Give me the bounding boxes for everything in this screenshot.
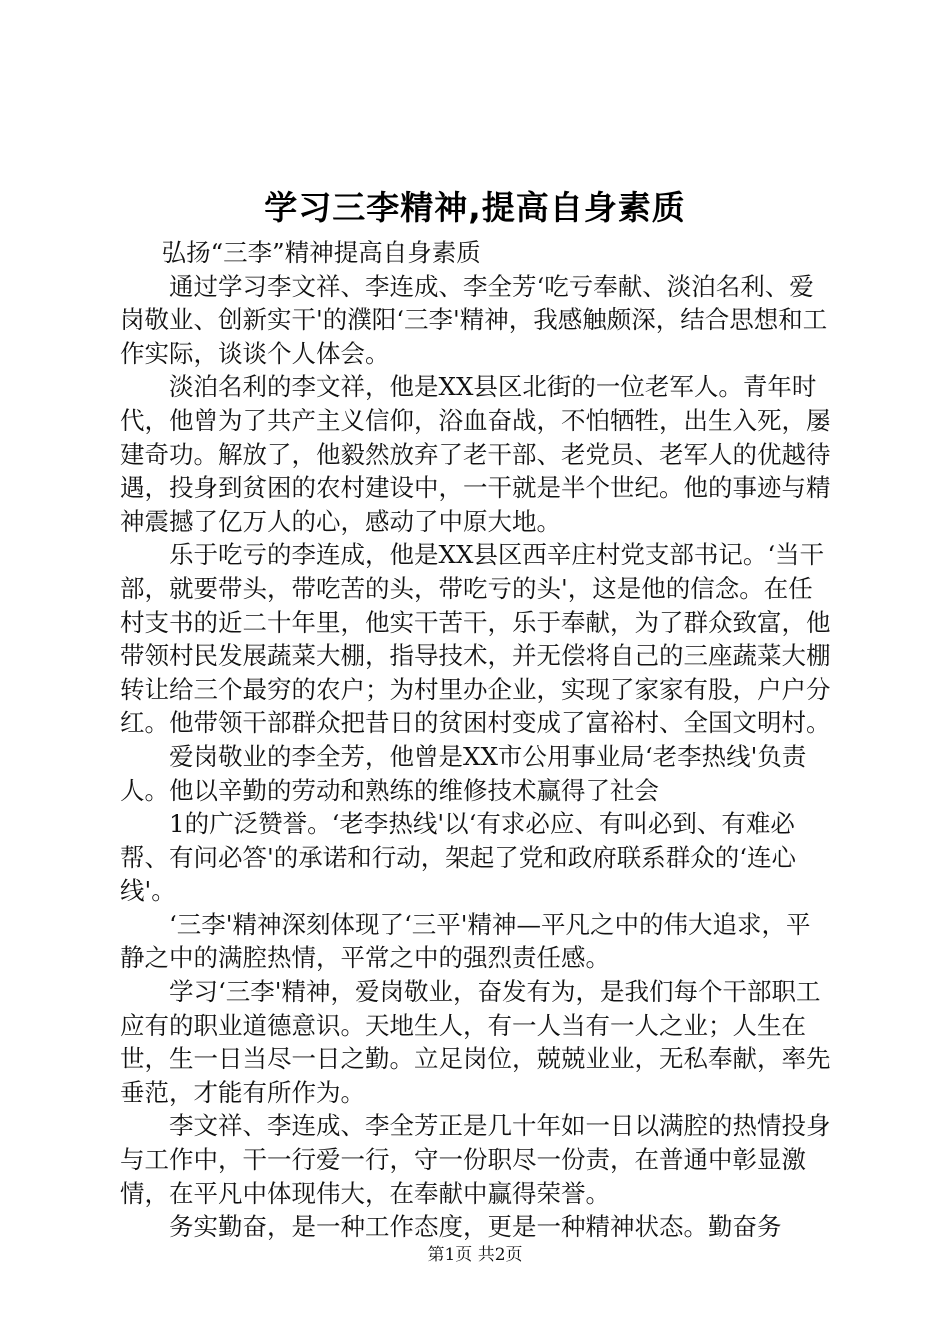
body-paragraph: 务实勤奋，是一种工作态度，更是一种精神状态。勤奋务 [169,1212,782,1242]
body-paragraph: ‘三李'精神深刻体现了‘三平'精神—平凡之中的伟大追求，平静之中的满腔热情，平常之中的强烈责任感。 [120,909,811,973]
page-footer: 第1页 共2页 [427,1245,523,1265]
body-paragraph: 通过学习李文祥、李连成、李全芳‘吃亏奉献、淡泊名利、爱岗敬业、创新实干'的濮阳‘三李'精神，我感触颇深，结合思想和工作实际，谈谈个人体会。 [120,271,828,368]
body-paragraph: 李文祥、李连成、李全芳正是几十年如一日以满腔的热情投身与工作中，干一行爱一行，守一份职尽一份责，在普通中彰显激情，在平凡中体现伟大，在奉献中赢得荣誉。 [120,1111,831,1208]
body-paragraph: 爱岗敬业的李全芳，他曾是XX市公用事业局‘老李热线'负责人。他以辛勤的劳动和熟练的维修技术赢得了社会 [120,741,807,805]
body-paragraph: 学习‘三李'精神，爱岗敬业，奋发有为，是我们每个干部职工应有的职业道德意识。天地生人，有一人当有一人之业；人生在世，生一日当尽一日之勤。立足岗位，兢兢业业，无私奉献，率先垂范，才能有所作为。 [120,977,831,1107]
subtitle-paragraph: 弘扬“三李”精神提高自身素质 [161,238,481,267]
body-paragraph: 乐于吃亏的李连成，他是XX县区西辛庄村党支部书记。‘当干部，就要带头，带吃苦的头，带吃亏的头'，这是他的信念。在任村支书的近二十年里，他实干苦干，乐于奉献，为了群众致富，他带领村民发展蔬菜大棚，指导技术，并无偿将自己的三座蔬菜大棚转让给三个最穷的农户；为村里办企业，实现了家家有股，户户分红。他带领干部群众把昔日的贫困村变成了富裕村、全国文明村。 [120,540,831,738]
body-paragraph: 1的广泛赞誉。‘老李热线'以‘有求必应、有叫必到、有难必帮、有问必答'的承诺和行动，架起了党和政府联系群众的‘连心线'。 [120,809,797,906]
document-body [120,236,832,1244]
document-title: 学习三李精神,提高自身素质 [264,188,686,227]
body-paragraph: 淡泊名利的李文祥，他是XX县区北街的一位老军人。青年时代，他曾为了共产主义信仰，浴血奋战，不怕牺牲，出生入死，屡建奇功。解放了，他毅然放弃了老干部、老党员、老军人的优越待遇，投身到贫困的农村建设中，一干就是半个世纪。他的事迹与精神震撼了亿万人的心，感动了中原大地。 [120,372,831,536]
